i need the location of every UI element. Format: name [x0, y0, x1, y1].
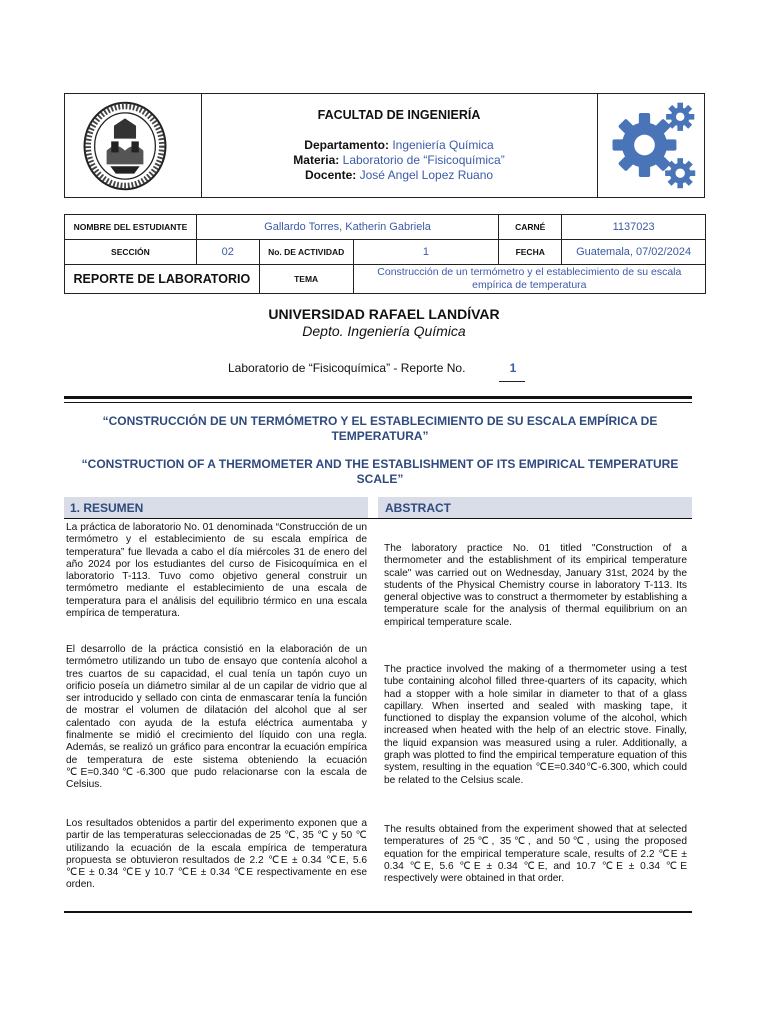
section-value: 02 [196, 240, 259, 265]
activity-label: No. DE ACTIVIDAD [259, 240, 353, 265]
teacher-label: Docente: [304, 168, 357, 182]
section-divider-thin [64, 402, 692, 403]
carne-label: CARNÉ [499, 215, 562, 240]
university-name: UNIVERSIDAD RAFAEL LANDÍVAR [268, 306, 500, 322]
teacher-line [201, 168, 597, 182]
header-box [64, 93, 705, 198]
department-label: Departamento: [304, 138, 389, 152]
resumen-paragraph: El desarrollo de la práctica consistió en la elaboración de un termómetro utilizando un tubo de ensayo que contenía alcohol a tres cuartos de su capacidad, el cual tenía un tapón cuyo un orificio poseía un diámetro similar al de un capilar de vidrio que al ser introducido y sellado con cinta de enmascarar tenía la función de mostrar el volumen de dilatación del alcohol que al ser calentado con ayuda de la estufa eléctrica aumentaba y finalmente se midió el crecimiento del líquido con una regla. Además, se realizó un gráfico para encontrar la ecuación empírica de temperatura de este sistema obteniendo la ecuación ℃E=0.340℃-6.300 que pudo relacionarse con la escala de Celsius. [66, 644, 367, 791]
subject-value: Laboratorio de “Fisicoquímica” [342, 153, 505, 167]
table-row [65, 265, 706, 294]
gears-icon [605, 97, 699, 193]
abstract-paragraph: The results obtained from the experiment showed that at selected temperatures of 25℃, 35℃, and 50℃, using the proposed equation for the empirical temperature scale, results of 2.2 ℃E ± 0.34 ℃E, 5.6 ℃E ± 0.34 ℃E, and 10.7 ℃E ± 0.34 ℃E respectively were obtained in that order. [384, 824, 687, 885]
bottom-divider [64, 911, 692, 913]
title-spanish: “CONSTRUCCIÓN DE UN TERMÓMETRO Y EL ESTABLECIMIENTO DE SU ESCALA EMPÍRICA DE TEMPERATURA” [102, 414, 658, 443]
student-name-value: Gallardo Torres, Katherin Gabriela [196, 215, 498, 240]
student-name-label: NOMBRE DEL ESTUDIANTE [65, 215, 197, 240]
abstract-heading: ABSTRACT [385, 501, 451, 515]
subject-line [201, 153, 597, 167]
faculty-title: FACULTAD DE INGENIERÍA [317, 108, 481, 122]
university-seal-icon [79, 100, 171, 192]
topic-label: TEMA [259, 265, 353, 294]
title-english: “CONSTRUCTION OF A THERMOMETER AND THE ESTABLISHMENT OF ITS EMPIRICAL TEMPERATURE SCALE” [81, 457, 679, 486]
date-label: FECHA [499, 240, 562, 265]
abstract-paragraph: The laboratory practice No. 01 titled "Construction of a thermometer and the establishment of its empirical temperature scale" was carried out on Wednesday, January 31st, 2024 by the students of the Physical Chemistry course in laboratory T-113. Its general objective was to construct a thermometer by establishing a temperature scale for the analysis of thermal equilibrium on an empirical temperature scale. [384, 543, 687, 628]
table-row [65, 215, 706, 240]
activity-value: 1 [353, 240, 499, 265]
table-row [65, 240, 706, 265]
resumen-heading: 1. RESUMEN [70, 501, 144, 515]
department-name: Depto. Ingeniería Química [302, 323, 466, 339]
section-divider-thick [64, 396, 692, 399]
resumen-paragraph: Los resultados obtenidos a partir del experimento exponen que a partir de las temperaturas seleccionadas de 25 ℃, 35 ℃ y 50 ℃ utilizando la ecuación de la escala empírica de temperatura propuesta se obtuvieron resultados de 2.2 ℃E ± 0.34 ℃E, 5.6 ℃E ± 0.34 ℃E y 10.7 ℃E ± 0.34 ℃E respectivamente en ese orden. [66, 818, 367, 891]
abstract-paragraph: The practice involved the making of a thermometer using a test tube containing alcohol filled three-quarters of its capacity, which had a stopper with a hole similar in diameter to that of a glass capillary. When inserted and sealed with masking tape, it functioned to display the expansion volume of the alcohol, which increased when heated with the help of an electric stove. Finally, the liquid expansion was measured using a ruler. Additionally, a graph was plotted to find the empirical temperature equation of this system, resulting in the equation ℃E=0.340℃-6.300, which could be related to the Celsius scale. [384, 664, 687, 786]
header-underline [64, 518, 692, 519]
carne-value: 1137023 [562, 215, 706, 240]
report-number: 1 [509, 361, 517, 375]
section-label: SECCIÓN [65, 240, 197, 265]
report-line-label: Laboratorio de “Fisicoquímica” - Reporte No. [228, 361, 466, 375]
department-line [201, 138, 597, 152]
teacher-value: José Angel Lopez Ruano [359, 168, 494, 182]
subject-label: Materia: [293, 153, 340, 167]
date-value: Guatemala, 07/02/2024 [562, 240, 706, 265]
report-number-underline [499, 381, 525, 382]
student-info-table [64, 214, 706, 294]
department-value: Ingeniería Química [392, 138, 494, 152]
report-type-label: REPORTE DE LABORATORIO [65, 265, 260, 294]
topic-value: Construcción de un termómetro y el establecimiento de su escala empírica de temperatura [353, 265, 705, 294]
resumen-paragraph: La práctica de laboratorio No. 01 denominada “Construcción de un termómetro y el establecimiento de su escala empírica de temperatura” fue llevada a cabo el día miércoles 31 de enero del año 2024 por los estudiantes del curso de Fisicoquímica en el laboratorio T-113. Tuvo como objetivo general construir un termómetro mediante el establecimiento de una escala de temperatura para el análisis del equilibrio térmico en una escala empírica de temperatura. [66, 522, 367, 620]
header-divider [597, 94, 598, 197]
